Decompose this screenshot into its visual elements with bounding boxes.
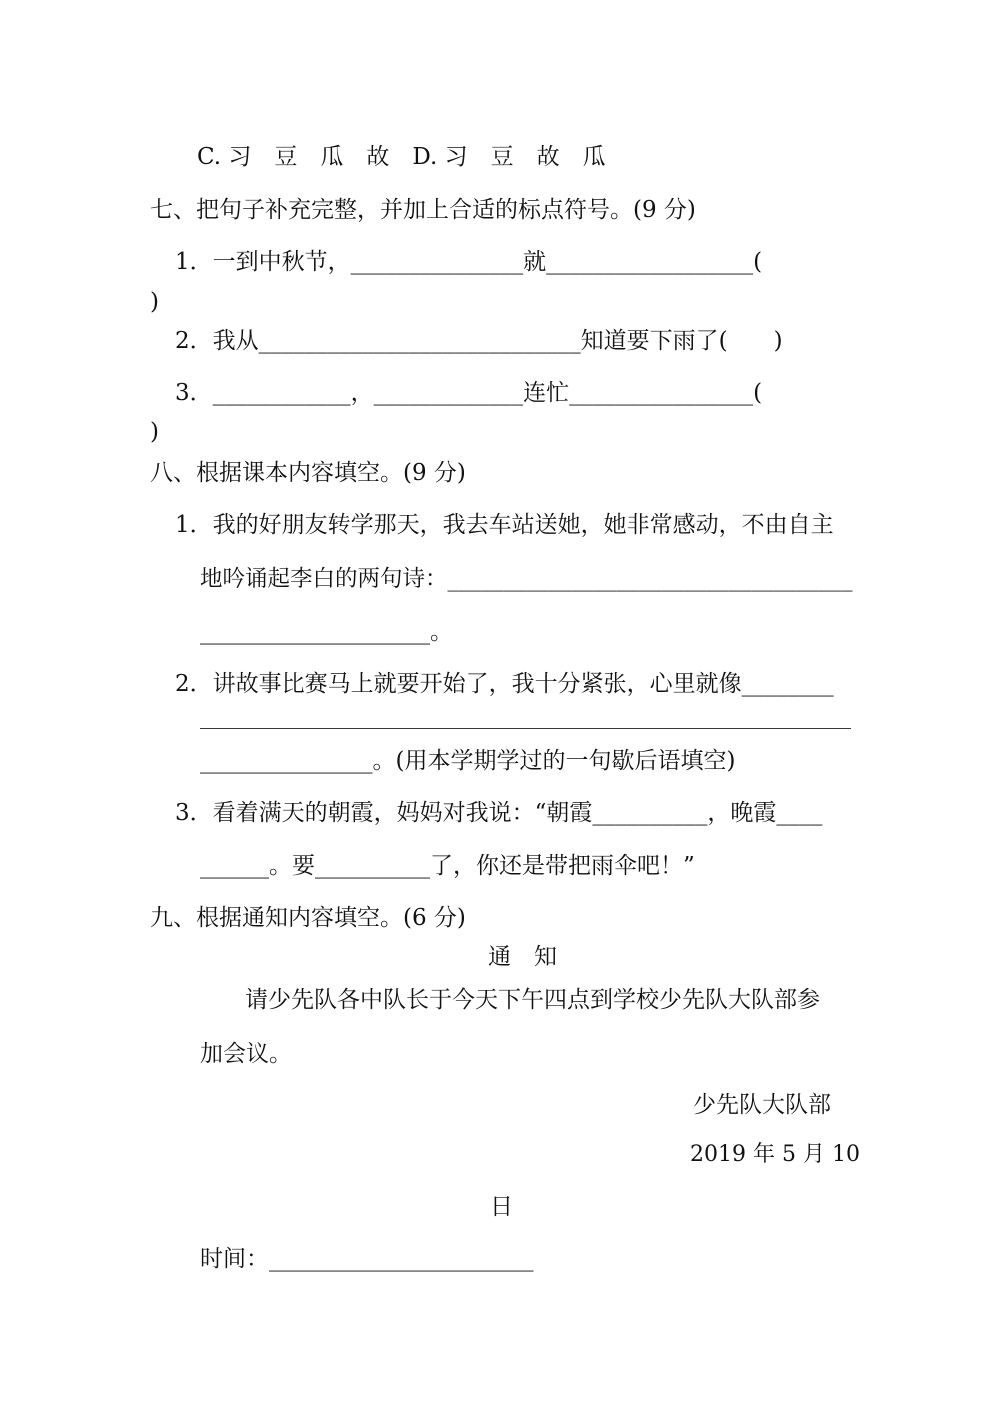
notice-title: 通 知 [488, 944, 557, 970]
time-question: 时间：_______________________ [200, 1246, 534, 1272]
section8-item1-line1: 1．我的好朋友转学那天，我去车站送她，她非常感动，不由自主 [175, 512, 834, 538]
section8-heading: 八、根据课本内容填空。(9 分) [150, 460, 466, 486]
section8-item3-line2: ______。要__________了，你还是带把雨伞吧！” [200, 853, 695, 879]
q6-options-line: C. 习 豆 瓜 故 D. 习 豆 故 瓜 [197, 144, 606, 170]
section8-item2-line2: ______________________________________________________________ [200, 705, 851, 729]
section8-item2-line1: 2．讲故事比赛马上就要开始了，我十分紧张，心里就像________ [175, 671, 834, 697]
section7-item3-cont: ) [150, 419, 159, 445]
section7-item2: 2．我从____________________________知道要下雨了( ) [175, 328, 783, 354]
section8-item1-line3: ____________________。 [200, 619, 453, 645]
section7-item1-cont: ) [150, 289, 159, 315]
section8-item1-line2: 地吟诵起李白的两句诗：____________________________________ [200, 566, 853, 592]
section7-item1: 1．一到中秋节，_______________就__________________( [175, 249, 763, 275]
section9-heading: 九、根据通知内容填空。(6 分) [150, 905, 466, 931]
notice-signature: 少先队大队部 [693, 1092, 831, 1118]
notice-body-line1: 请少先队各中队长于今天下午四点到学校少先队大队部参 [245, 987, 820, 1013]
section7-item3: 3．____________，_____________连忙________________( [175, 380, 763, 406]
section8-item3-line1: 3．看着满天的朝霞，妈妈对我说：“朝霞__________，晚霞____ [175, 800, 823, 826]
section7-heading: 七、把句子补充完整，并加上合适的标点符号。(9 分) [150, 197, 696, 223]
notice-body-line2: 加会议。 [200, 1041, 292, 1067]
notice-date: 2019 年 5 月 10 [690, 1142, 860, 1167]
notice-date-day: 日 [490, 1194, 513, 1220]
section8-item2-line3: _______________。(用本学期学过的一句歇后语填空) [200, 748, 736, 774]
